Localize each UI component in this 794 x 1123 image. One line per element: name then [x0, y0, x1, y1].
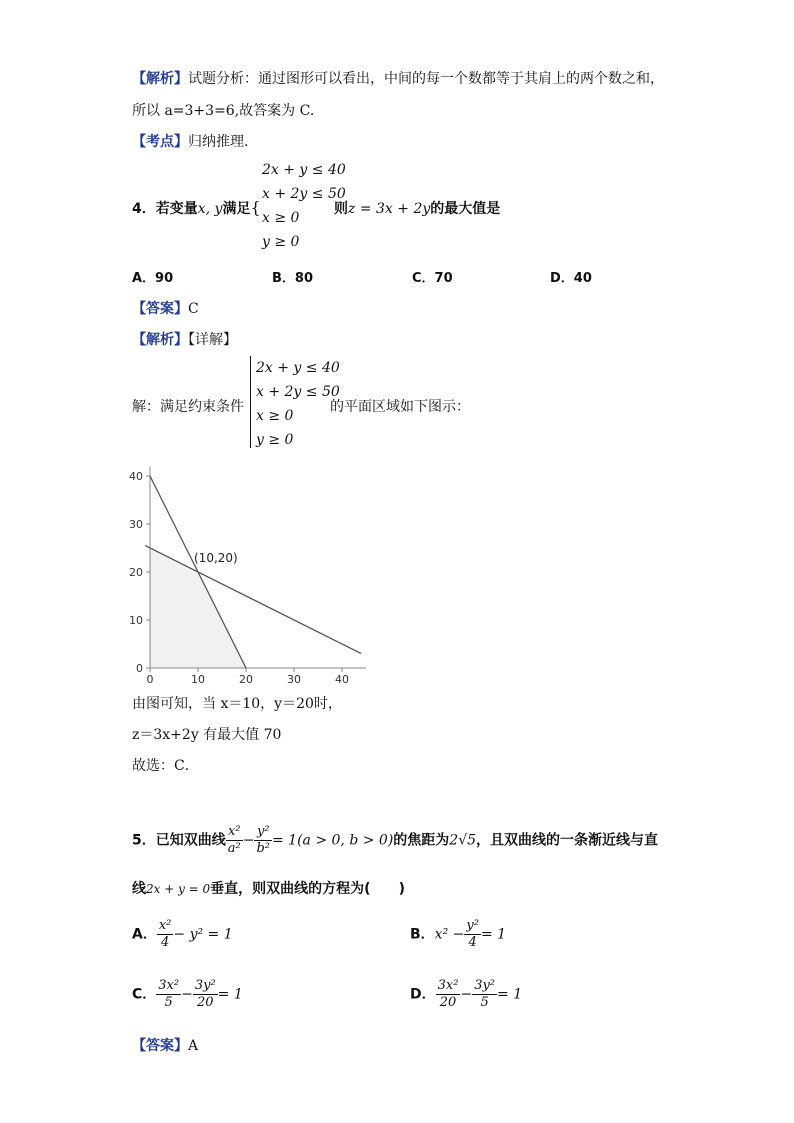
q5-option-a[interactable] [132, 918, 233, 951]
detail-tag: 【详解】 [188, 332, 237, 348]
q5-stem-line2 [132, 878, 405, 898]
option-frac [464, 918, 481, 951]
q4-answer-line [132, 298, 199, 318]
q4-conclusion2: z＝3x+2y 有最大值 70 [132, 727, 282, 743]
frac-numerator: y² [254, 824, 272, 841]
q5-line-eq: 2x + y = 0 [146, 882, 211, 896]
q4-then: 则 [334, 201, 348, 217]
q4-constraint: y ≥ 0 [256, 432, 294, 448]
kaodian-tag: 【考点】 [132, 134, 188, 150]
q5-eq-rest: = 1(a > 0, b > 0) [272, 832, 394, 849]
q5-line2-suffix: 垂直，则双曲线的方程为( ) [210, 881, 405, 897]
q4-stem [132, 198, 261, 218]
analysis-tag: 【解析】 [132, 332, 188, 348]
frac-numerator: 3x² [437, 978, 459, 993]
q4-constraint: x ≥ 0 [256, 408, 294, 424]
q4-option-a[interactable]: A．90 [132, 271, 174, 286]
q5-option-b[interactable] [410, 918, 506, 951]
option-frac [472, 978, 497, 1011]
q5-prefix: 5．已知双曲线 [132, 832, 226, 849]
q5-frac-y [254, 824, 272, 857]
q4-conclusion1: 由图可知，当 x＝10，y＝20时， [132, 696, 342, 712]
feasible-region-chart [128, 460, 368, 685]
q4-constraint: x + 2y ≤ 50 [256, 384, 340, 400]
answer-tag: 【答案】 [132, 1038, 188, 1054]
q4-tail: 的最大值是 [430, 201, 501, 217]
frac-denominator: 20 [196, 995, 214, 1010]
option-rest: = 1 [497, 986, 523, 1003]
q5-line2-prefix: 线 [132, 881, 146, 897]
x-tick-label: 20 [239, 673, 253, 685]
q4-constraint: y ≥ 0 [262, 234, 300, 250]
x-tick-label: 0 [146, 673, 154, 685]
q4-satisfy: 满足 [222, 201, 251, 217]
q4-constraint: 2x + y ≤ 40 [256, 360, 340, 376]
analysis3-text: 试题分析：通过图形可以看出，中间的每一个数都等于其肩上的两个数之和， [188, 71, 664, 87]
q4-answer: C [188, 301, 199, 317]
option-lead: x² − [434, 926, 465, 943]
q4-vars: x, y [197, 201, 223, 217]
q5-stem-line1 [132, 824, 658, 857]
analysis3-line1 [132, 68, 664, 88]
option-frac [156, 978, 181, 1011]
option-label: C． [132, 986, 157, 1003]
q4-brace: { [250, 198, 261, 217]
q5-frac-x [226, 824, 243, 857]
option-frac [193, 978, 218, 1011]
option-frac [436, 978, 461, 1011]
option-minus: − [181, 986, 193, 1003]
option-label: B． [410, 926, 435, 943]
q4-objective-line [334, 198, 500, 218]
q5-answer: A [188, 1038, 199, 1054]
q4-option-c[interactable]: C．70 [412, 271, 453, 286]
answer-tag: 【答案】 [132, 301, 188, 317]
q4-constraint: x ≥ 0 [262, 210, 300, 226]
q5-answer-line [132, 1035, 198, 1055]
q4-solution-constraints [256, 356, 340, 452]
q4-conclusion3: 故选：C． [132, 758, 199, 774]
frac-denominator: 5 [164, 995, 173, 1010]
q4-solution-suffix: 的平面区域如下图示： [330, 399, 470, 415]
kaodian-text: 归纳推理. [188, 134, 249, 150]
q5-suffix: ，且双曲线的一条渐近线与直 [476, 832, 659, 849]
q4-analysis-line [132, 329, 237, 349]
q5-minus: − [242, 832, 255, 849]
q5-option-d[interactable] [410, 978, 522, 1011]
q5-middle: 的焦距为 [393, 832, 450, 849]
x-tick-label: 40 [335, 673, 349, 685]
x-tick-label: 10 [191, 673, 205, 685]
feasible-region [150, 548, 246, 668]
q4-constraint: x + 2y ≤ 50 [262, 186, 346, 202]
q5-option-c[interactable] [132, 978, 243, 1011]
frac-numerator: y² [466, 918, 479, 933]
analysis3-line2: 所以 a=3+3=6,故答案为 C. [132, 103, 315, 119]
frac-denominator: b² [256, 841, 270, 856]
frac-denominator: 4 [468, 935, 477, 950]
kaodian-line [132, 131, 248, 151]
option-frac [157, 918, 174, 951]
y-tick-label: 0 [136, 662, 143, 675]
y-tick-label: 30 [129, 518, 143, 531]
y-tick-label: 20 [129, 566, 143, 579]
x-tick-label: 30 [287, 673, 301, 685]
option-label: D． [410, 986, 436, 1003]
q4-number: 4．若变量 [132, 201, 198, 217]
y-tick-label: 40 [129, 470, 143, 483]
q4-solution-prefix: 解：满足约束条件 [132, 399, 244, 415]
q4-objective: z = 3x + 2y [348, 201, 431, 217]
frac-numerator: x² [226, 824, 243, 841]
frac-denominator: 4 [160, 935, 170, 950]
q5-focal: 2√5 [449, 832, 477, 849]
frac-denominator: 5 [480, 995, 489, 1010]
optimum-label: (10,20) [194, 551, 238, 565]
frac-denominator: 20 [439, 995, 457, 1010]
frac-numerator: 3x² [158, 978, 180, 993]
y-tick-label: 10 [129, 614, 143, 627]
option-label: A． [132, 926, 157, 943]
analysis-tag: 【解析】 [132, 71, 188, 87]
frac-numerator: 3y² [194, 978, 216, 993]
frac-denominator: a² [227, 841, 241, 856]
frac-numerator: x² [158, 918, 172, 933]
option-rest: − y² = 1 [173, 926, 233, 943]
option-minus: − [460, 986, 473, 1003]
q4-option-b[interactable]: B．80 [272, 271, 313, 286]
q4-constraint: 2x + y ≤ 40 [262, 162, 346, 178]
option-rest: = 1 [480, 926, 507, 943]
q4-option-d[interactable]: D．40 [550, 271, 592, 286]
frac-numerator: 3y² [474, 978, 496, 993]
q4-system-brace [250, 356, 251, 448]
option-rest: = 1 [217, 986, 243, 1003]
